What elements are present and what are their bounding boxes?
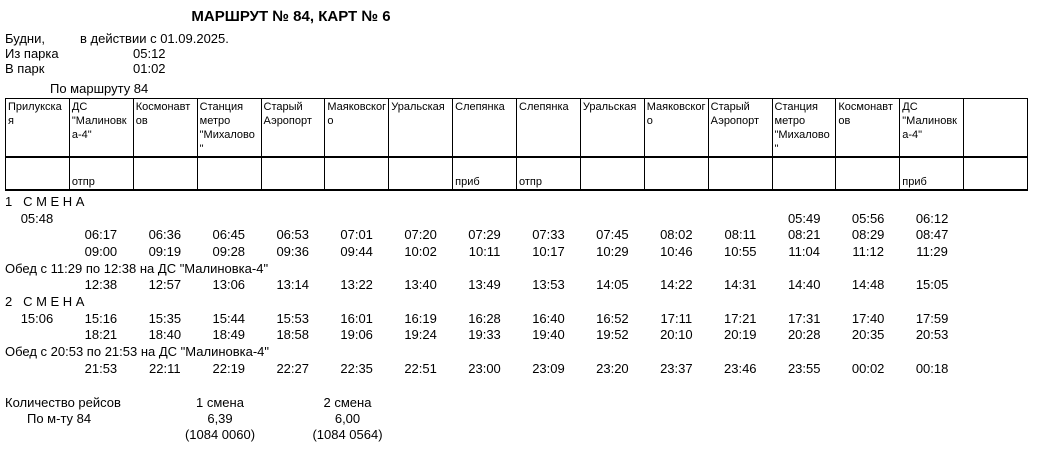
- time-cell: 11:04: [788, 243, 820, 259]
- shift-section-label: 1 С М Е Н А: [5, 193, 85, 209]
- time-cell: [964, 243, 1028, 260]
- stop-mark-cell: приб: [453, 157, 517, 190]
- time-cell: 18:58: [276, 327, 309, 343]
- time-cell: 14:31: [724, 277, 757, 293]
- stop-mark-cell: [580, 157, 644, 190]
- station-header-cell: Слепянка: [517, 99, 581, 158]
- time-cell: 20:10: [660, 327, 693, 343]
- trips-count-label: Количество рейсов: [5, 394, 121, 410]
- time-cell: 09:44: [340, 243, 373, 259]
- time-cell: 23:00: [468, 360, 501, 376]
- time-cell: 08:21: [787, 227, 821, 243]
- lunch-note: Обед с 20:53 по 21:53 на ДС "Малиновка-4": [5, 344, 270, 360]
- time-cell: 15:44: [212, 310, 246, 326]
- station-header-cell: Космонавтов: [133, 99, 197, 158]
- station-header-cell: Космонавтов: [836, 99, 900, 158]
- stops-header-table: [5, 98, 1028, 191]
- time-cell: 10:29: [596, 243, 629, 259]
- time-cell: [580, 210, 644, 227]
- time-cell: [325, 210, 389, 227]
- shift1-trips-value: 6,39: [207, 410, 233, 426]
- time-cell: 19:06: [340, 327, 373, 343]
- footer-empty-cell: [5, 427, 155, 443]
- time-cell: [5, 327, 69, 344]
- time-cell: 07:45: [596, 227, 629, 243]
- time-cell: 13:40: [404, 277, 437, 293]
- route-trips-label: По м-ту 84: [27, 410, 92, 426]
- time-cell: 06:45: [212, 227, 246, 243]
- schedule-row: [5, 360, 1028, 377]
- stop-mark-cell: [644, 157, 708, 190]
- schedule-row: [5, 210, 1028, 227]
- time-cell: [964, 226, 1028, 243]
- time-cell: [389, 210, 453, 227]
- time-cell: 07:01: [340, 227, 373, 243]
- shift2-label: 2 смена: [323, 394, 372, 410]
- time-cell: 18:49: [212, 327, 246, 343]
- stop-mark-cell: отпр: [69, 157, 133, 190]
- validity-label: в действии с 01.09.2025.: [80, 31, 229, 46]
- stop-mark-cell: [325, 157, 389, 190]
- shift-section-label: 2 С М Е Н А: [5, 293, 85, 309]
- time-cell: 05:56: [851, 210, 885, 226]
- time-cell: 20:53: [915, 327, 949, 343]
- station-header-cell: Станция метро "Михалово": [772, 99, 836, 158]
- time-cell: 07:33: [532, 227, 565, 243]
- time-cell: 05:48: [20, 210, 54, 226]
- time-cell: 15:16: [84, 310, 118, 326]
- station-header-cell: Станция метро "Михалово": [197, 99, 261, 158]
- time-cell: [453, 210, 517, 227]
- time-cell: 18:21: [84, 327, 118, 343]
- station-header-cell: Старый Аэропорт: [261, 99, 325, 158]
- time-cell: 22:11: [149, 360, 181, 376]
- shift1-label: 1 смена: [196, 394, 244, 410]
- schedule-table: [5, 193, 1028, 377]
- station-header-cell: Маяковского: [325, 99, 389, 158]
- time-cell: 22:19: [212, 360, 246, 376]
- time-cell: 19:33: [468, 327, 501, 343]
- schedule-row: [5, 293, 1028, 310]
- station-header-cell: Слепянка: [453, 99, 517, 158]
- time-cell: [964, 276, 1028, 293]
- time-cell: 09:28: [212, 243, 246, 259]
- shift1-code: (1084 0060): [184, 426, 256, 442]
- time-cell: 06:53: [276, 227, 309, 243]
- time-cell: 12:38: [84, 277, 118, 293]
- schedule-row: [5, 260, 1028, 277]
- station-header-cell: ДС "Малиновка-4": [900, 99, 964, 158]
- time-cell: 14:05: [596, 277, 629, 293]
- time-cell: 17:21: [724, 310, 757, 326]
- time-cell: [133, 210, 197, 227]
- time-cell: 23:46: [724, 360, 757, 376]
- station-header-cell: Старый Аэропорт: [708, 99, 772, 158]
- time-cell: [708, 210, 772, 227]
- time-cell: 13:14: [276, 277, 309, 293]
- stop-mark-cell: [708, 157, 772, 190]
- time-cell: 08:11: [724, 227, 757, 243]
- time-cell: 16:19: [404, 310, 437, 326]
- shift2-code: (1084 0564): [312, 426, 383, 442]
- time-cell: 19:24: [404, 327, 437, 343]
- stop-mark-cell: [133, 157, 197, 190]
- schedule-row: [5, 193, 1028, 210]
- schedule-row: [5, 276, 1028, 293]
- shift2-trips-value: 6,00: [334, 410, 361, 426]
- time-cell: [964, 360, 1028, 377]
- time-cell: [964, 310, 1028, 327]
- time-cell: [5, 243, 69, 260]
- time-cell: 06:12: [915, 210, 949, 226]
- time-cell: 10:55: [724, 243, 757, 259]
- stop-mark-cell: [964, 157, 1028, 190]
- stop-mark-cell: отпр: [517, 157, 581, 190]
- lunch-note: Обед с 11:29 по 12:38 на ДС "Малиновка-4": [5, 260, 269, 276]
- time-cell: 09:36: [276, 243, 309, 259]
- time-cell: 00:02: [851, 360, 885, 376]
- day-type-label: Будни,: [5, 31, 45, 46]
- page-title: МАРШРУТ № 84, КАРТ № 6: [191, 8, 391, 25]
- time-cell: 16:40: [532, 310, 565, 326]
- route-line: По маршруту 84: [50, 81, 149, 96]
- time-cell: 18:40: [148, 327, 182, 343]
- station-header-cell: Маяковского: [644, 99, 708, 158]
- time-cell: 23:55: [787, 360, 821, 376]
- from-park-label: Из парка: [5, 46, 59, 61]
- time-cell: 22:35: [340, 360, 373, 376]
- time-cell: 10:17: [532, 243, 565, 259]
- schedule-row: [5, 243, 1028, 260]
- time-cell: [197, 210, 261, 227]
- time-cell: 00:18: [915, 360, 949, 376]
- time-cell: 22:27: [276, 360, 309, 376]
- time-cell: 23:09: [532, 360, 565, 376]
- time-cell: [69, 210, 133, 227]
- time-cell: 13:06: [212, 277, 246, 293]
- station-header-cell: ДС "Малиновка-4": [69, 99, 133, 158]
- stop-mark-cell: [197, 157, 261, 190]
- time-cell: 23:37: [660, 360, 693, 376]
- time-cell: 20:35: [851, 327, 885, 343]
- to-park-label: В парк: [5, 61, 45, 76]
- stop-mark-cell: [6, 157, 70, 190]
- stop-mark-cell: [772, 157, 836, 190]
- time-cell: 17:31: [787, 310, 821, 326]
- time-cell: [644, 210, 708, 227]
- time-cell: 11:29: [916, 243, 948, 259]
- time-cell: 06:36: [148, 227, 182, 243]
- schedule-row: [5, 343, 1028, 360]
- time-cell: [261, 210, 325, 227]
- stop-mark-cell: [836, 157, 900, 190]
- time-cell: 19:40: [532, 327, 565, 343]
- time-cell: 13:53: [532, 277, 565, 293]
- schedule-row: [5, 327, 1028, 344]
- trips-summary: [5, 395, 1037, 443]
- stop-mark-cell: [261, 157, 325, 190]
- time-cell: 15:06: [20, 310, 54, 326]
- stop-mark-cell: [389, 157, 453, 190]
- time-cell: 11:12: [852, 243, 884, 259]
- time-cell: [5, 226, 69, 243]
- to-park-time: 01:02: [133, 61, 166, 76]
- time-cell: 09:00: [84, 243, 118, 259]
- time-cell: 22:51: [404, 360, 437, 376]
- time-cell: 23:20: [596, 360, 629, 376]
- header-info: [0, 31, 1037, 96]
- time-cell: 19:52: [596, 327, 629, 343]
- time-cell: 07:29: [468, 227, 501, 243]
- time-cell: [5, 360, 69, 377]
- station-header-cell: Прилукская: [6, 99, 70, 158]
- time-cell: 15:53: [276, 310, 309, 326]
- time-cell: 13:22: [340, 277, 373, 293]
- time-cell: 17:40: [851, 310, 885, 326]
- station-header-cell: Уральская: [389, 99, 453, 158]
- time-cell: 14:48: [851, 277, 885, 293]
- time-cell: 10:11: [468, 243, 501, 259]
- time-cell: 16:01: [340, 310, 373, 326]
- time-cell: 10:02: [404, 243, 437, 259]
- time-cell: 16:52: [596, 310, 629, 326]
- time-cell: 14:22: [660, 277, 693, 293]
- time-cell: 17:11: [660, 310, 693, 326]
- day-type-line: [0, 31, 1037, 46]
- time-cell: 08:47: [915, 227, 949, 243]
- to-park-line: [0, 61, 1037, 76]
- from-park-time: 05:12: [133, 46, 166, 61]
- station-header-cell: Уральская: [580, 99, 644, 158]
- time-cell: 09:19: [148, 243, 182, 259]
- time-cell: 08:02: [660, 227, 693, 243]
- time-cell: [964, 210, 1028, 227]
- from-park-line: [0, 46, 1037, 61]
- time-cell: 10:46: [660, 243, 693, 259]
- time-cell: [517, 210, 581, 227]
- time-cell: 14:40: [787, 277, 821, 293]
- station-header-cell: [964, 99, 1028, 158]
- time-cell: 13:49: [468, 277, 501, 293]
- time-cell: 20:19: [724, 327, 757, 343]
- time-cell: 17:59: [915, 310, 949, 326]
- time-cell: [964, 327, 1028, 344]
- time-cell: 20:28: [787, 327, 821, 343]
- time-cell: 15:35: [148, 310, 182, 326]
- time-cell: 07:20: [404, 227, 437, 243]
- time-cell: 05:49: [787, 210, 821, 226]
- depart-arrive-marks-row: [6, 157, 1028, 190]
- schedule-row: [5, 310, 1028, 327]
- time-cell: 12:57: [148, 277, 182, 293]
- time-cell: 06:17: [84, 227, 118, 243]
- time-cell: 08:29: [851, 227, 885, 243]
- time-cell: [5, 276, 69, 293]
- stop-mark-cell: приб: [900, 157, 964, 190]
- time-cell: 21:53: [84, 360, 118, 376]
- schedule-row: [5, 226, 1028, 243]
- time-cell: 16:28: [468, 310, 501, 326]
- time-cell: 15:05: [915, 277, 949, 293]
- station-names-row: [6, 99, 1028, 158]
